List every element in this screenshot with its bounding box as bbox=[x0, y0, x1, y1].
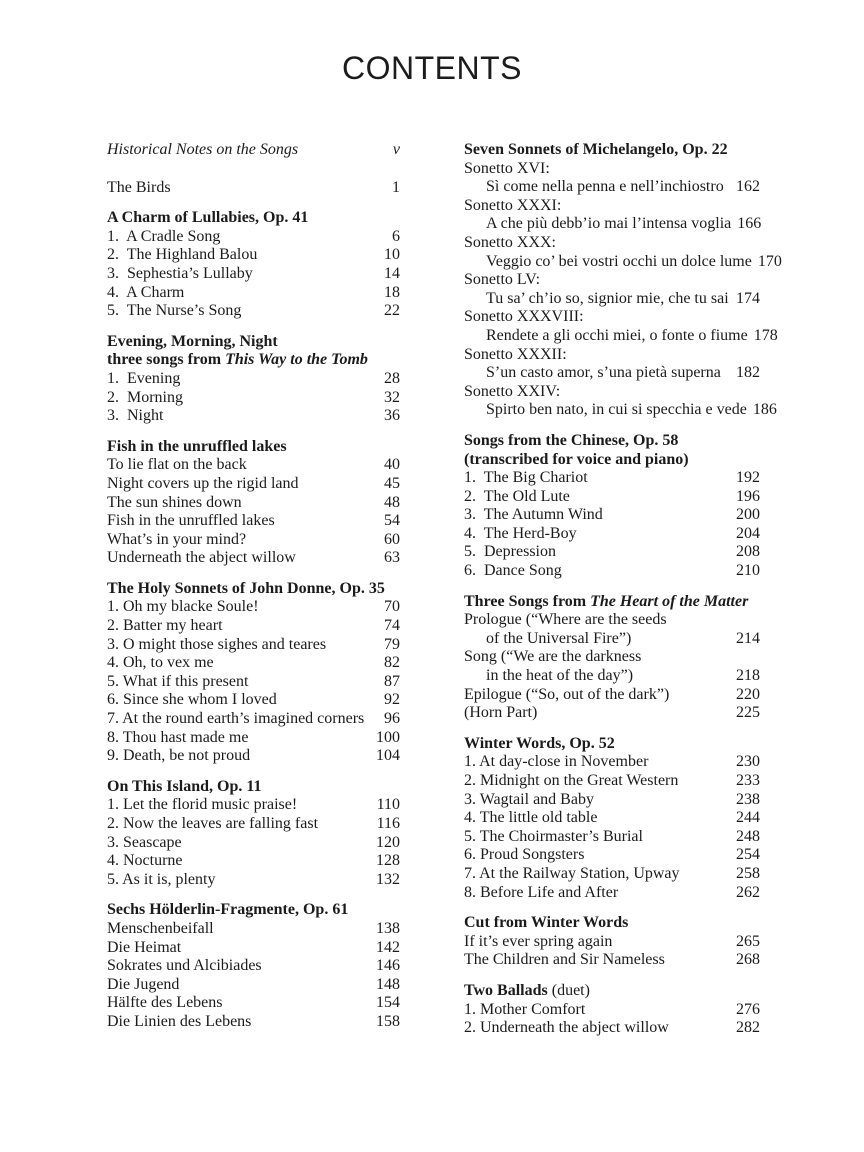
row-label: Epilogue (“So, out of the dark”) bbox=[464, 685, 670, 703]
row-page: 218 bbox=[736, 667, 760, 685]
toc-row bbox=[464, 753, 760, 772]
row-label: 7. At the round earth’s imagined corners bbox=[107, 710, 365, 728]
toc-row bbox=[107, 852, 400, 871]
toc-section bbox=[107, 141, 400, 160]
toc-row bbox=[464, 846, 760, 865]
title-segment: Songs from the Chinese, Op. 58 bbox=[464, 431, 679, 449]
toc-row bbox=[464, 1019, 760, 1038]
row-label: 8. Thou hast made me bbox=[107, 728, 249, 746]
row-page: 128 bbox=[376, 852, 400, 870]
row-page: 282 bbox=[736, 1019, 760, 1037]
row-label: A che più debb’io mai l’intensa voglia bbox=[486, 215, 732, 233]
section-title bbox=[107, 351, 400, 370]
section-title bbox=[107, 209, 400, 228]
toc-section bbox=[107, 438, 400, 568]
section-title bbox=[107, 901, 400, 920]
toc-row bbox=[107, 710, 400, 729]
title-segment: Seven Sonnets of Michelangelo, Op. 22 bbox=[464, 141, 728, 158]
toc-row bbox=[107, 228, 400, 247]
toc-row bbox=[107, 549, 400, 568]
row-label: Sokrates und Alcibiades bbox=[107, 957, 262, 975]
row-label: 5. As it is, plenty bbox=[107, 870, 216, 888]
row-label: 2. Midnight on the Great Western bbox=[464, 772, 679, 789]
row-page: 170 bbox=[757, 252, 782, 270]
row-page: 233 bbox=[736, 772, 760, 789]
toc-row bbox=[464, 611, 760, 630]
row-page: 22 bbox=[384, 302, 400, 320]
row-page: 32 bbox=[384, 388, 400, 406]
toc-row bbox=[107, 179, 400, 198]
toc-row bbox=[464, 290, 760, 309]
row-label: 9. Death, be not proud bbox=[107, 747, 251, 765]
row-page: 192 bbox=[736, 469, 760, 487]
toc-row bbox=[464, 401, 777, 420]
row-page: 186 bbox=[752, 401, 777, 419]
section-title bbox=[107, 778, 400, 797]
row-label: Die Heimat bbox=[107, 938, 182, 956]
toc-row bbox=[464, 791, 760, 810]
row-page: 230 bbox=[736, 753, 760, 771]
toc-row bbox=[107, 284, 400, 303]
row-page: 238 bbox=[736, 790, 760, 808]
toc-row bbox=[107, 407, 400, 426]
toc-row bbox=[107, 370, 400, 389]
toc-row bbox=[464, 525, 760, 544]
title-segment: (duet) bbox=[547, 981, 590, 999]
title-segment: Fish in the unruffled lakes bbox=[107, 437, 287, 455]
row-label: Rendete a gli occhi miei, o fonte o fiume bbox=[486, 326, 748, 344]
toc-row bbox=[464, 197, 760, 216]
toc-row bbox=[464, 543, 760, 562]
row-page: 162 bbox=[736, 178, 760, 196]
row-label: of the Universal Fire”) bbox=[486, 629, 632, 647]
row-label: 2. The Old Lute bbox=[464, 487, 570, 505]
title-segment: Winter Words, Op. 52 bbox=[464, 734, 615, 752]
title-segment: Evening, Morning, Night bbox=[107, 332, 278, 350]
toc-row bbox=[107, 673, 400, 692]
row-label: Sonetto XVI: bbox=[464, 159, 550, 177]
toc-row bbox=[107, 617, 400, 636]
row-page: 220 bbox=[736, 685, 760, 703]
row-page: 36 bbox=[384, 407, 400, 425]
row-page: 142 bbox=[376, 938, 400, 956]
row-page: 18 bbox=[384, 283, 400, 301]
row-page: 204 bbox=[736, 524, 760, 542]
title-segment: Three Songs from bbox=[464, 592, 591, 610]
row-label: 1. Mother Comfort bbox=[464, 1000, 586, 1018]
title-segment: Two Ballads bbox=[464, 981, 548, 999]
toc-row bbox=[464, 951, 760, 970]
row-page: 182 bbox=[736, 364, 760, 382]
section-title bbox=[464, 982, 760, 1001]
row-label: 7. At the Railway Station, Upway bbox=[464, 864, 680, 882]
toc-row bbox=[464, 809, 760, 828]
row-page: 82 bbox=[384, 654, 400, 672]
row-label: 5. The Choirmaster’s Burial bbox=[464, 827, 643, 845]
section-title bbox=[107, 580, 400, 599]
row-label: 1. Let the florid music praise! bbox=[107, 796, 298, 814]
toc-row bbox=[107, 1013, 400, 1032]
row-page: 244 bbox=[736, 809, 760, 827]
toc-row bbox=[107, 729, 400, 748]
toc-row bbox=[464, 667, 760, 686]
row-label: 2. Batter my heart bbox=[107, 617, 223, 635]
row-page: 138 bbox=[376, 919, 400, 937]
row-label: 6. Proud Songsters bbox=[464, 846, 585, 864]
row-page: 63 bbox=[384, 549, 400, 567]
toc-row bbox=[107, 994, 400, 1013]
row-label: 2. Underneath the abject willow bbox=[464, 1019, 669, 1037]
row-label: 4. A Charm bbox=[107, 283, 185, 301]
row-page: 92 bbox=[384, 691, 400, 709]
toc-row bbox=[107, 834, 400, 853]
row-label: Sonetto XXIV: bbox=[464, 382, 561, 400]
row-page: 120 bbox=[376, 833, 400, 851]
toc-row bbox=[107, 265, 400, 284]
toc-section bbox=[107, 333, 400, 426]
toc-row bbox=[464, 160, 760, 179]
row-page: 116 bbox=[376, 815, 400, 832]
toc-row bbox=[464, 488, 760, 507]
title-segment: three songs from bbox=[107, 351, 226, 369]
row-page: 254 bbox=[736, 846, 760, 864]
row-page: 79 bbox=[384, 635, 400, 653]
row-label: Spirto ben nato, in cui si specchia e vede bbox=[486, 401, 747, 419]
row-label: Sonetto LV: bbox=[464, 271, 541, 289]
toc-row bbox=[107, 939, 400, 958]
row-label: 8. Before Life and After bbox=[464, 883, 619, 901]
toc-row bbox=[464, 346, 760, 365]
toc-row bbox=[107, 494, 400, 513]
toc-row bbox=[107, 747, 400, 766]
row-page: 148 bbox=[376, 975, 400, 993]
title-segment: The Heart of the Matter bbox=[590, 592, 749, 610]
toc-column-left bbox=[107, 141, 400, 1038]
title-segment: On This Island, Op. 11 bbox=[107, 777, 262, 795]
toc-row bbox=[107, 389, 400, 408]
row-label: 3. The Autumn Wind bbox=[464, 506, 603, 524]
row-page: 104 bbox=[376, 747, 400, 765]
row-page: 132 bbox=[376, 870, 400, 888]
toc-row bbox=[464, 252, 782, 272]
row-label: Sonetto XXXI: bbox=[464, 196, 562, 214]
row-label: 6. Since she whom I loved bbox=[107, 691, 277, 709]
section-title bbox=[464, 735, 760, 754]
row-label: Tu sa’ ch’io so, signior mie, che tu sai bbox=[486, 289, 729, 307]
toc-row bbox=[464, 704, 760, 723]
toc-columns bbox=[0, 141, 864, 1038]
toc-row bbox=[107, 957, 400, 976]
row-label: 2. Now the leaves are falling fast bbox=[107, 815, 319, 832]
row-label: 1. The Big Chariot bbox=[464, 469, 588, 487]
row-label: The sun shines down bbox=[107, 493, 242, 511]
toc-row bbox=[464, 215, 760, 234]
toc-section bbox=[464, 432, 760, 581]
toc-row bbox=[464, 383, 760, 402]
row-label: 2. The Highland Balou bbox=[107, 246, 258, 264]
toc-row bbox=[107, 598, 400, 617]
row-page: 154 bbox=[376, 994, 400, 1012]
row-page: 70 bbox=[384, 598, 400, 616]
toc-row bbox=[464, 271, 760, 290]
row-page: 87 bbox=[384, 672, 400, 690]
row-label: What’s in your mind? bbox=[107, 530, 247, 548]
row-page: 74 bbox=[384, 617, 400, 635]
row-label: The Children and Sir Nameless bbox=[464, 951, 665, 969]
toc-section bbox=[107, 179, 400, 198]
row-label: 1. Oh my blacke Soule! bbox=[107, 598, 259, 616]
title-segment: (transcribed for voice and piano) bbox=[464, 450, 689, 468]
toc-row bbox=[464, 1001, 760, 1020]
row-label: Song (“We are the darkness bbox=[464, 648, 642, 666]
row-page: 210 bbox=[736, 562, 760, 580]
toc-row bbox=[464, 469, 760, 488]
row-page: 225 bbox=[736, 704, 760, 722]
title-segment: Sechs Hölderlin-Fragmente, Op. 61 bbox=[107, 901, 349, 919]
toc-row bbox=[464, 865, 760, 884]
title-segment: The Holy Sonnets of John Donne, Op. 35 bbox=[107, 579, 385, 597]
toc-row bbox=[107, 920, 400, 939]
row-label: 1. A Cradle Song bbox=[107, 227, 221, 245]
row-page: 6 bbox=[392, 227, 400, 245]
row-page: 200 bbox=[736, 506, 760, 524]
toc-row bbox=[464, 884, 760, 903]
row-page: 54 bbox=[384, 512, 400, 530]
row-label: Historical Notes on the Songs bbox=[107, 141, 299, 158]
row-label: Sì come nella penna e nell’inchiostro bbox=[486, 178, 724, 196]
row-page: 28 bbox=[384, 369, 400, 387]
toc-row bbox=[107, 512, 400, 531]
row-page: 158 bbox=[376, 1012, 400, 1030]
toc-row bbox=[464, 562, 760, 581]
row-label: The Birds bbox=[107, 178, 171, 196]
row-label: Die Jugend bbox=[107, 975, 180, 993]
row-label: Menschenbeifall bbox=[107, 919, 214, 937]
toc-row bbox=[107, 654, 400, 673]
section-title bbox=[107, 333, 400, 352]
row-label: Die Linien des Lebens bbox=[107, 1012, 252, 1030]
toc-section bbox=[464, 141, 782, 420]
row-label: Fish in the unruffled lakes bbox=[107, 512, 275, 530]
row-page: 258 bbox=[736, 864, 760, 882]
toc-section bbox=[464, 593, 760, 723]
row-label: Sonetto XXX: bbox=[464, 233, 556, 251]
row-page: 208 bbox=[736, 543, 760, 561]
title-segment: Cut from Winter Words bbox=[464, 914, 629, 932]
toc-row bbox=[107, 531, 400, 550]
toc-row bbox=[107, 815, 400, 834]
row-page: 262 bbox=[736, 883, 760, 901]
row-label: If it’s ever spring again bbox=[464, 932, 613, 950]
row-label: 2. Morning bbox=[107, 388, 183, 406]
row-page: 100 bbox=[376, 728, 400, 746]
row-page: 196 bbox=[736, 487, 760, 505]
row-label: Veggio co’ bei vostri occhi un dolce lume bbox=[486, 252, 752, 270]
toc-section bbox=[464, 914, 760, 970]
row-label: 3. Wagtail and Baby bbox=[464, 790, 594, 808]
row-label: 3. Seascape bbox=[107, 833, 182, 851]
row-label: (Horn Part) bbox=[464, 704, 538, 722]
toc-row bbox=[464, 364, 760, 383]
toc-row bbox=[464, 686, 760, 705]
row-label: 3. Night bbox=[107, 407, 164, 425]
toc-row bbox=[107, 141, 400, 160]
row-label: 4. The little old table bbox=[464, 809, 598, 827]
toc-row bbox=[464, 772, 760, 791]
row-page: 146 bbox=[376, 957, 400, 975]
row-page: 60 bbox=[384, 530, 400, 548]
toc-row bbox=[107, 636, 400, 655]
row-label: 4. Oh, to vex me bbox=[107, 654, 214, 672]
row-label: Night covers up the rigid land bbox=[107, 474, 299, 492]
toc-row bbox=[107, 691, 400, 710]
row-label: 1. Evening bbox=[107, 369, 181, 387]
row-page: 178 bbox=[753, 326, 778, 344]
title-segment: This Way to the Tomb bbox=[225, 351, 368, 369]
row-label: 4. The Herd-Boy bbox=[464, 524, 577, 542]
row-label: 5. The Nurse’s Song bbox=[107, 302, 242, 320]
row-page: 1 bbox=[392, 178, 400, 196]
row-label: Underneath the abject willow bbox=[107, 549, 296, 567]
toc-row bbox=[107, 976, 400, 995]
row-page: 45 bbox=[384, 474, 400, 492]
row-page: 214 bbox=[736, 629, 760, 647]
row-label: Sonetto XXXVIII: bbox=[464, 308, 584, 326]
row-label: 4. Nocturne bbox=[107, 852, 183, 870]
row-label: 6. Dance Song bbox=[464, 562, 562, 580]
toc-row bbox=[464, 933, 760, 952]
toc-row bbox=[464, 326, 778, 346]
toc-row bbox=[464, 648, 760, 667]
section-title bbox=[464, 141, 760, 160]
row-label: Hälfte des Lebens bbox=[107, 994, 223, 1012]
row-page: 174 bbox=[736, 289, 760, 307]
toc-section bbox=[107, 778, 400, 890]
toc-row bbox=[464, 234, 760, 253]
section-title bbox=[464, 451, 760, 470]
row-page: 14 bbox=[384, 264, 400, 282]
toc-row bbox=[464, 308, 760, 327]
row-label: 5. What if this present bbox=[107, 672, 249, 690]
toc-column-right bbox=[464, 141, 782, 1038]
toc-row bbox=[107, 796, 400, 815]
row-label: in the heat of the day”) bbox=[486, 667, 634, 685]
toc-section bbox=[107, 209, 400, 321]
row-page: 265 bbox=[736, 932, 760, 950]
row-page: 10 bbox=[384, 246, 400, 264]
toc-row bbox=[107, 475, 400, 494]
toc-row bbox=[464, 178, 760, 197]
toc-section bbox=[107, 580, 400, 766]
toc-section bbox=[464, 735, 760, 902]
row-page: 248 bbox=[736, 827, 760, 845]
title-segment: A Charm of Lullabies, Op. 41 bbox=[107, 209, 309, 227]
row-page: 276 bbox=[736, 1000, 760, 1018]
toc-row bbox=[464, 630, 760, 649]
section-title bbox=[107, 438, 400, 457]
toc-row bbox=[107, 302, 400, 321]
section-title bbox=[464, 593, 760, 612]
row-page: 96 bbox=[384, 710, 400, 728]
toc-row bbox=[464, 828, 760, 847]
row-label: S’un casto amor, s’una pietà superna bbox=[486, 364, 721, 382]
toc-row bbox=[464, 506, 760, 525]
row-page: 110 bbox=[376, 796, 400, 814]
row-label: 5. Depression bbox=[464, 543, 556, 561]
toc-section bbox=[464, 982, 760, 1038]
toc-row bbox=[107, 246, 400, 265]
row-page: 268 bbox=[736, 951, 760, 969]
row-page: 40 bbox=[384, 456, 400, 474]
page-title: CONTENTS bbox=[342, 50, 522, 86]
row-label: Prologue (“Where are the seeds bbox=[464, 611, 667, 629]
row-label: 1. At day-close in November bbox=[464, 753, 649, 771]
row-page: 166 bbox=[737, 215, 762, 233]
row-label: 3. Sephestia’s Lullaby bbox=[107, 264, 253, 282]
row-label: Sonetto XXXII: bbox=[464, 345, 567, 363]
toc-row bbox=[107, 456, 400, 475]
section-title bbox=[464, 432, 760, 451]
row-page: 48 bbox=[384, 493, 400, 511]
row-label: 3. O might those sighes and teares bbox=[107, 635, 327, 653]
toc-row bbox=[107, 871, 400, 890]
section-title bbox=[464, 914, 760, 933]
toc-section bbox=[107, 901, 400, 1031]
row-page: v bbox=[392, 141, 400, 158]
row-label: To lie flat on the back bbox=[107, 456, 247, 474]
